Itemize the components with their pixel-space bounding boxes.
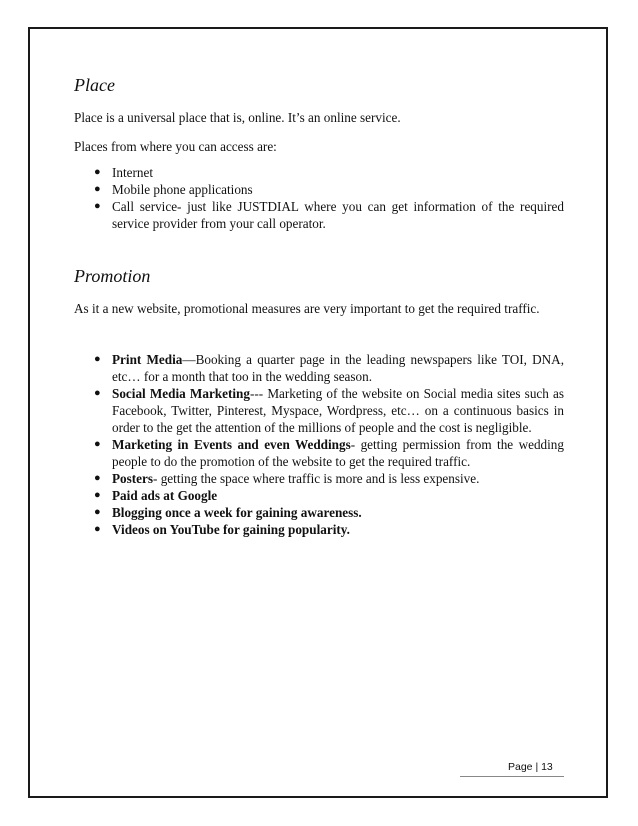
item-description: —Booking a quarter page in the leading newspapers like TOI, DNA, etc… for a month that too in the wedding season. bbox=[112, 352, 564, 384]
bullet-icon: ● bbox=[94, 387, 101, 399]
item-title: Print Media bbox=[112, 352, 183, 367]
list-item bbox=[74, 164, 564, 181]
list-item bbox=[74, 504, 564, 521]
bullet-icon: ● bbox=[94, 472, 101, 484]
item-description: --- Marketing of the website on Social media sites such as Facebook, Twitter, Pinterest, Myspace, Wordpress, etc… on a continuous basics in order to the get the attention of the millions of people and the cost is negligible. bbox=[112, 386, 564, 435]
bullet-icon: ● bbox=[94, 506, 101, 518]
list-item bbox=[74, 181, 564, 198]
item-title: Social Media Marketing bbox=[112, 386, 250, 401]
list-item-text: Call service- just like JUSTDIAL where you can get information of the required service provider from your call operator. bbox=[112, 199, 564, 231]
bullet-icon: ● bbox=[94, 489, 101, 501]
place-access-paragraph: Places from where you can access are: bbox=[74, 139, 277, 154]
promotion-heading: Promotion bbox=[74, 266, 151, 286]
item-title: Posters bbox=[112, 471, 154, 486]
promotion-intro: As it a new website, promotional measures are very important to get the required traffic. bbox=[74, 301, 540, 316]
place-bullet-list bbox=[74, 164, 564, 232]
bullet-icon: ● bbox=[94, 183, 101, 195]
footer-divider bbox=[460, 776, 564, 777]
item-title: Marketing in Events and even Weddings bbox=[112, 437, 351, 452]
item-description: - getting permission from the wedding people to do the promotion of the website to get the required traffic. bbox=[112, 437, 564, 469]
list-item-text: Internet bbox=[112, 165, 154, 180]
page-number: Page | 13 bbox=[508, 761, 553, 773]
item-title: Blogging once a week for gaining awareness. bbox=[112, 505, 362, 520]
bullet-icon: ● bbox=[94, 353, 101, 365]
list-item bbox=[74, 198, 564, 232]
list-item bbox=[74, 351, 564, 385]
item-title: Paid ads at Google bbox=[112, 488, 218, 503]
bullet-icon: ● bbox=[94, 200, 101, 212]
bullet-icon: ● bbox=[94, 166, 101, 178]
list-item bbox=[74, 487, 564, 504]
place-paragraph: Place is a universal place that is, online. It’s an online service. bbox=[74, 110, 401, 125]
item-title: Videos on YouTube for gaining popularity. bbox=[112, 522, 350, 537]
place-heading: Place bbox=[74, 75, 115, 95]
list-item-text: Mobile phone applications bbox=[112, 182, 253, 197]
list-item bbox=[74, 521, 564, 538]
list-item bbox=[74, 436, 564, 470]
bullet-icon: ● bbox=[94, 438, 101, 450]
list-item bbox=[74, 385, 564, 436]
list-item bbox=[74, 470, 564, 487]
promotion-bullet-list bbox=[74, 351, 564, 538]
item-description: - getting the space where traffic is more and is less expensive. bbox=[153, 471, 480, 486]
bullet-icon: ● bbox=[94, 523, 101, 535]
